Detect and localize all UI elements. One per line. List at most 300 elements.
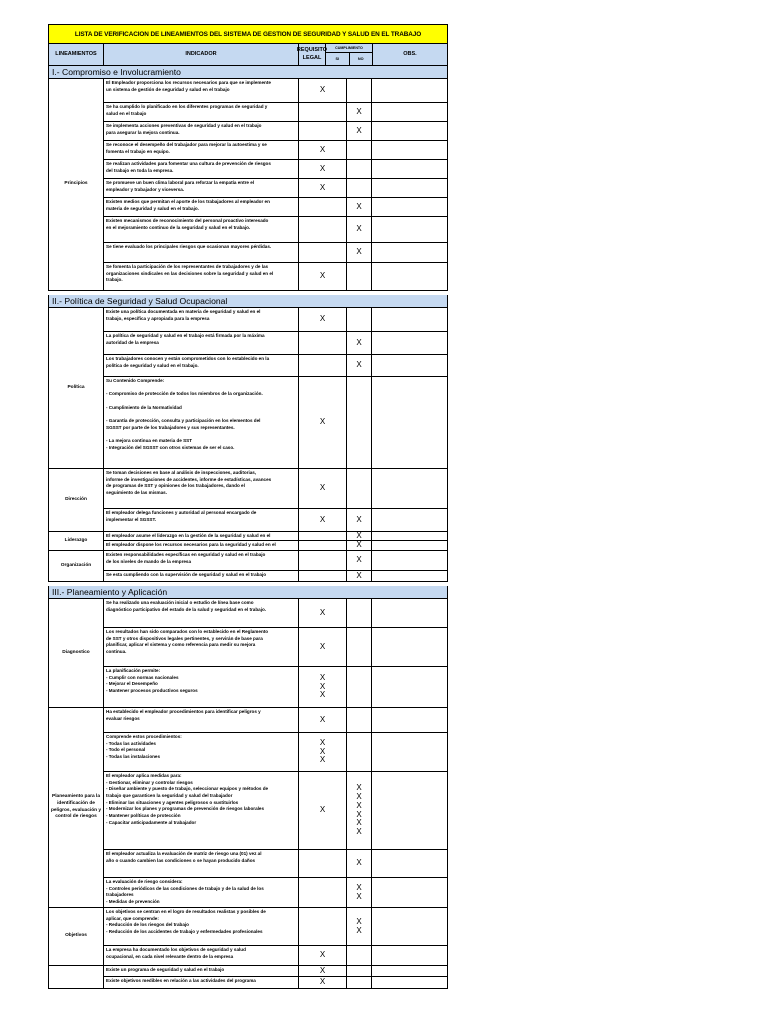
indicator-text: - Garantía de protección, consulta y participación en los elementos del bbox=[106, 417, 261, 423]
section-header: I.- Compromiso e Involucramiento bbox=[48, 66, 448, 79]
checklist-body bbox=[48, 66, 448, 989]
indicator-text: implementar el SGSST. bbox=[106, 516, 157, 522]
indicator-cell bbox=[104, 908, 299, 945]
obs-cell bbox=[372, 667, 447, 707]
indicator-text: Se toman decisiones en base al análisis de inspecciones, auditorias, bbox=[106, 470, 257, 475]
lineamiento-label: Diagnostico bbox=[49, 599, 104, 707]
indicator-cell bbox=[104, 966, 299, 976]
obs-cell bbox=[372, 908, 447, 945]
check-mark: X bbox=[319, 85, 326, 95]
indicator-text: trabajo que garanticen la seguridad y salud del trabajador bbox=[106, 792, 233, 798]
indicator-cell bbox=[104, 79, 299, 102]
indicator-rows bbox=[104, 469, 447, 531]
indicator-cell bbox=[104, 122, 299, 140]
document-title: LISTA DE VERIFICACION DE LINEAMIENTOS DEL SISTEMA DE GESTION DE SEGURIDAD Y SALUD EN EL TRABAJO bbox=[48, 24, 448, 44]
indicator-text: Se promueve un buen clima laboral para reforzar la empatía entre el bbox=[106, 180, 255, 185]
table-row bbox=[104, 532, 447, 541]
table-row bbox=[104, 509, 447, 531]
table-row bbox=[104, 772, 447, 850]
indicator-cell bbox=[104, 733, 299, 771]
indicator-rows bbox=[104, 908, 447, 965]
indicator-cell bbox=[104, 469, 299, 508]
obs-cell bbox=[372, 551, 447, 570]
cumplimiento-no-cell bbox=[347, 532, 372, 540]
requisito-legal-cell bbox=[299, 160, 347, 178]
indicator-text bbox=[106, 411, 296, 418]
cumplimiento-no-cell bbox=[347, 103, 372, 121]
lineamiento-label: Liderazgo bbox=[49, 532, 104, 550]
check-mark: X bbox=[356, 540, 362, 550]
cumplimiento-no-cell bbox=[347, 122, 372, 140]
obs-cell bbox=[372, 103, 447, 121]
indicator-cell bbox=[104, 263, 299, 290]
obs-cell bbox=[372, 977, 447, 988]
table-row bbox=[104, 628, 447, 667]
obs-cell bbox=[372, 122, 447, 140]
indicator-rows bbox=[104, 79, 447, 290]
obs-cell bbox=[372, 878, 447, 907]
cumplimiento-no-cell bbox=[347, 850, 372, 877]
requisito-legal-cell bbox=[299, 977, 347, 988]
indicator-cell bbox=[104, 599, 299, 627]
checklist-document bbox=[48, 24, 448, 989]
cumplimiento-no-cell bbox=[347, 509, 372, 531]
lineamiento-group bbox=[48, 532, 448, 551]
table-row bbox=[104, 733, 447, 772]
lineamiento-group bbox=[48, 599, 448, 708]
indicator-text: trabajo, específica y apropiada para la empresa bbox=[106, 315, 210, 321]
indicator-cell bbox=[104, 850, 299, 877]
check-mark: X bbox=[319, 182, 326, 192]
indicator-text: Los trabajadores conocen y están comprometidos con lo establecido en la bbox=[106, 356, 270, 361]
cumplimiento-no-cell bbox=[347, 878, 372, 907]
indicator-cell bbox=[104, 628, 299, 666]
check-mark: X bbox=[356, 827, 362, 837]
requisito-legal-cell bbox=[299, 850, 347, 877]
table-row bbox=[104, 571, 447, 581]
indicator-text: Ha establecido el empleador procedimientos para identificar peligros y bbox=[106, 709, 261, 714]
obs-cell bbox=[372, 850, 447, 877]
cumplimiento-no-cell bbox=[347, 772, 372, 849]
obs-cell bbox=[372, 79, 447, 102]
indicator-rows bbox=[104, 308, 447, 468]
indicator-text: - Cumplir con normas nacionales bbox=[106, 674, 179, 680]
lineamiento-label: Dirección bbox=[49, 469, 104, 531]
indicator-text bbox=[106, 385, 296, 392]
indicator-text: - Mejorar el Desempeño bbox=[106, 681, 158, 687]
indicator-cell bbox=[104, 772, 299, 849]
cumplimiento-no-cell bbox=[347, 977, 372, 988]
indicator-text: del trabajo en toda la empresa. bbox=[106, 167, 174, 173]
obs-cell bbox=[372, 179, 447, 197]
indicator-cell bbox=[104, 217, 299, 242]
obs-cell bbox=[372, 141, 447, 159]
obs-cell bbox=[372, 599, 447, 627]
indicator-text: - Integración del SGSST con otros sistemas de ser el caso. bbox=[106, 444, 235, 450]
lineamiento-group bbox=[48, 708, 448, 908]
check-mark: X bbox=[356, 125, 362, 135]
check-mark: X bbox=[319, 965, 326, 975]
indicator-text: Se fomenta la participación de los representantes de trabajadores y de las bbox=[106, 264, 269, 269]
obs-cell bbox=[372, 946, 447, 965]
table-row bbox=[104, 599, 447, 628]
check-mark: X bbox=[319, 417, 326, 427]
indicator-text: - Modernizar los planes y programas de prevención de riesgos laborales bbox=[106, 806, 265, 812]
requisito-legal-cell bbox=[299, 263, 347, 290]
cumplimiento-no-cell bbox=[347, 243, 372, 262]
indicator-text: La política de seguridad y salud en el trabajo está firmada por la máxima bbox=[106, 333, 265, 338]
cumplimiento-no-cell bbox=[347, 966, 372, 976]
table-row bbox=[104, 551, 447, 571]
indicator-text: Existen medios que permitan el aporte de los trabajadores al empleador en bbox=[106, 199, 270, 204]
cumplimiento-no-cell bbox=[347, 733, 372, 771]
indicator-text: Existen responsabilidades específicas en seguridad y salud en el trabajo bbox=[106, 552, 266, 557]
check-mark: X bbox=[356, 916, 362, 926]
header-lineamientos: LINEAMIENTOS bbox=[49, 44, 104, 65]
cumplimiento-no-cell bbox=[347, 946, 372, 965]
obs-cell bbox=[372, 160, 447, 178]
lineamiento-group bbox=[48, 79, 448, 291]
check-mark: X bbox=[319, 746, 326, 756]
indicator-text: Se ha cumplido lo planificado en los diferentes programas de seguridad y bbox=[106, 104, 268, 109]
check-mark: X bbox=[356, 337, 362, 347]
check-mark: X bbox=[356, 570, 362, 580]
indicator-text: diagnóstico participativo del estado de la salud y seguridad en el trabajo. bbox=[106, 606, 267, 612]
table-row bbox=[104, 198, 447, 217]
check-mark: X bbox=[319, 737, 326, 747]
lineamiento-label: Política bbox=[49, 308, 104, 468]
table-row bbox=[104, 541, 447, 550]
requisito-legal-cell bbox=[299, 541, 347, 550]
indicator-text: El empleador actualiza la evaluación de matriz de riesgo una (01) vez al bbox=[106, 851, 262, 856]
check-mark: X bbox=[356, 858, 362, 868]
indicator-cell bbox=[104, 332, 299, 354]
cumplimiento-no-cell bbox=[347, 179, 372, 197]
check-mark: X bbox=[356, 247, 362, 257]
check-mark: X bbox=[356, 530, 362, 540]
cumplimiento-no-cell bbox=[347, 308, 372, 331]
check-mark: X bbox=[319, 314, 326, 324]
lineamiento-label: Organización bbox=[49, 551, 104, 581]
indicator-cell bbox=[104, 377, 299, 468]
indicator-text: evaluar riesgos bbox=[106, 715, 140, 721]
indicator-text: Existe una política documentada en materia de seguridad y salud en el bbox=[106, 309, 261, 314]
indicator-text: año o cuando cambien las condiciones o se hayan producido daños bbox=[106, 857, 256, 863]
indicator-text: El empleador dispone los recursos necesarios para la seguridad y salud en el bbox=[106, 542, 276, 547]
check-mark: X bbox=[319, 805, 326, 815]
header-no: NO bbox=[357, 57, 364, 61]
table-row bbox=[104, 243, 447, 263]
indicator-text: La evaluación de riesgo considera: bbox=[106, 879, 183, 884]
table-row bbox=[104, 263, 447, 290]
requisito-legal-cell bbox=[299, 103, 347, 121]
table-row bbox=[104, 977, 447, 988]
indicator-text: seguimiento de las mismas. bbox=[106, 489, 168, 495]
cumplimiento-no-cell bbox=[347, 599, 372, 627]
check-mark: X bbox=[356, 791, 362, 801]
obs-cell bbox=[372, 217, 447, 242]
indicator-text: - Todo el personal bbox=[106, 747, 146, 753]
obs-cell bbox=[372, 377, 447, 468]
requisito-legal-cell bbox=[299, 966, 347, 976]
check-mark: X bbox=[356, 224, 362, 234]
cumplimiento-no-cell bbox=[347, 469, 372, 508]
lineamiento-label: Objetivos bbox=[49, 908, 104, 965]
table-row bbox=[104, 966, 447, 977]
indicator-text: de SST y otros dispositivos legales pertinentes, y servirán de base para bbox=[106, 635, 263, 641]
table-row bbox=[104, 946, 447, 965]
indicator-rows bbox=[104, 599, 447, 707]
check-mark: X bbox=[319, 144, 326, 154]
indicator-text: autoridad de la empresa bbox=[106, 339, 159, 345]
indicator-cell bbox=[104, 308, 299, 331]
check-mark: X bbox=[356, 818, 362, 828]
indicator-cell bbox=[104, 551, 299, 570]
table-row bbox=[104, 79, 447, 103]
table-row bbox=[104, 141, 447, 160]
check-mark: X bbox=[319, 714, 326, 724]
obs-cell bbox=[372, 733, 447, 771]
indicator-text: - Todas las actividades bbox=[106, 740, 156, 746]
obs-cell bbox=[372, 243, 447, 262]
obs-cell bbox=[372, 708, 447, 732]
indicator-text: fomenta el trabajo en equipo. bbox=[106, 148, 170, 154]
indicator-text: - Eliminar las situaciones y agentes peligrosos o sustituirlos bbox=[106, 799, 239, 805]
indicator-text: de programas de SST y opiniones de los trabajadores, dando el bbox=[106, 483, 245, 489]
requisito-legal-cell bbox=[299, 878, 347, 907]
indicator-text: - Capacitar anticipadamente al trabajador bbox=[106, 819, 197, 825]
requisito-legal-cell bbox=[299, 377, 347, 468]
indicator-text: Existe un programa de seguridad y salud en el trabajo bbox=[106, 967, 225, 972]
indicator-cell bbox=[104, 141, 299, 159]
cumplimiento-no-cell bbox=[347, 355, 372, 376]
requisito-legal-cell bbox=[299, 908, 347, 945]
requisito-legal-cell bbox=[299, 308, 347, 331]
obs-cell bbox=[372, 509, 447, 531]
check-mark: X bbox=[356, 925, 362, 935]
indicator-text: Se ha realizado una evaluación inicial o estudio de línea base como bbox=[106, 600, 254, 605]
requisito-legal-cell bbox=[299, 628, 347, 666]
lineamiento-group bbox=[48, 308, 448, 469]
indicator-text: aplicar, que comprende: bbox=[106, 915, 159, 921]
check-mark: X bbox=[356, 514, 362, 524]
lineamiento-group bbox=[48, 908, 448, 966]
check-mark: X bbox=[319, 755, 326, 765]
obs-cell bbox=[372, 628, 447, 666]
obs-cell bbox=[372, 263, 447, 290]
requisito-legal-cell bbox=[299, 469, 347, 508]
obs-cell bbox=[372, 308, 447, 331]
indicator-text: El empleador delega funciones y autoridad al personal encargado de bbox=[106, 510, 257, 515]
table-row bbox=[104, 850, 447, 878]
cumplimiento-no-cell bbox=[347, 263, 372, 290]
requisito-legal-cell bbox=[299, 198, 347, 216]
lineamiento-label: Planeamiento para la identificación de peligros, evaluación y control de riesgos bbox=[49, 708, 104, 907]
indicator-text: en el mejoramiento continuo de la seguridad y salud en el trabajo. bbox=[106, 224, 251, 230]
indicator-text: de los niveles de mando de la empresa bbox=[106, 558, 192, 564]
obs-cell bbox=[372, 532, 447, 540]
indicator-cell bbox=[104, 571, 299, 581]
table-row bbox=[104, 179, 447, 198]
indicator-cell bbox=[104, 509, 299, 531]
lineamiento-group bbox=[48, 966, 448, 989]
indicator-text: empleador y trabajador y viceversa. bbox=[106, 186, 185, 192]
obs-cell bbox=[372, 332, 447, 354]
indicator-text: informe de investigaciones de accidentes, informe de estadísticas, avances bbox=[106, 476, 272, 482]
indicator-text: SGSST por parte de los trabajadores y sus representantes. bbox=[106, 424, 235, 430]
obs-cell bbox=[372, 966, 447, 976]
requisito-legal-cell bbox=[299, 332, 347, 354]
indicator-cell bbox=[104, 977, 299, 988]
header-indicador: INDICADOR bbox=[104, 44, 299, 65]
cumplimiento-no-cell bbox=[347, 332, 372, 354]
check-mark: X bbox=[319, 681, 326, 691]
table-row bbox=[104, 469, 447, 509]
requisito-legal-cell bbox=[299, 243, 347, 262]
cumplimiento-no-cell bbox=[347, 160, 372, 178]
check-mark: X bbox=[356, 809, 362, 819]
table-row bbox=[104, 355, 447, 377]
header-si: SI bbox=[326, 53, 350, 65]
check-mark: X bbox=[356, 800, 362, 810]
check-mark: X bbox=[319, 977, 326, 987]
indicator-text: planificar, aplicar el sistema y como referencia para medir su mejora bbox=[106, 642, 256, 648]
indicator-text: - Controles periódicos de las condiciones de trabajo y de la salud de los bbox=[106, 885, 264, 891]
cumplimiento-no-cell bbox=[347, 198, 372, 216]
indicator-cell bbox=[104, 103, 299, 121]
cumplimiento-no-cell bbox=[347, 377, 372, 468]
header-cumplimiento bbox=[326, 44, 373, 65]
indicator-text: materia de seguridad y salud en el trabajo. bbox=[106, 205, 199, 211]
table-row bbox=[104, 377, 447, 468]
indicator-text: Comprende estos procedimientos: bbox=[106, 734, 182, 739]
requisito-legal-cell bbox=[299, 532, 347, 540]
indicator-text: Los objetivos se centran en el logro de resultados realistas y posibles de bbox=[106, 909, 266, 914]
cumplimiento-no-cell bbox=[347, 708, 372, 732]
check-mark: X bbox=[356, 201, 362, 211]
indicator-text: - Cumplimiento de la Normatividad bbox=[106, 404, 182, 410]
indicator-cell bbox=[104, 541, 299, 550]
check-mark: X bbox=[356, 882, 362, 892]
requisito-legal-cell bbox=[299, 551, 347, 570]
indicator-text bbox=[106, 398, 296, 405]
requisito-legal-cell bbox=[299, 122, 347, 140]
indicator-text: El empleador aplica medidas para: bbox=[106, 773, 182, 778]
obs-cell bbox=[372, 469, 447, 508]
table-row bbox=[104, 103, 447, 122]
indicator-text: Existe objetivos medibles en relación a las actividades del programa bbox=[106, 978, 256, 983]
requisito-legal-cell bbox=[299, 733, 347, 771]
cumplimiento-no-cell bbox=[347, 908, 372, 945]
requisito-legal-cell bbox=[299, 179, 347, 197]
table-row bbox=[104, 667, 447, 707]
indicator-text: ocupacional, en cada nivel relevante dentro de la empresa bbox=[106, 953, 234, 959]
check-mark: X bbox=[356, 360, 362, 370]
requisito-legal-cell bbox=[299, 141, 347, 159]
indicator-cell bbox=[104, 355, 299, 376]
check-mark: X bbox=[319, 271, 326, 281]
check-mark: X bbox=[356, 891, 362, 901]
indicator-cell bbox=[104, 878, 299, 907]
indicator-text: - Compromiso de protección de todos los miembros de la organización. bbox=[106, 391, 263, 397]
lineamiento-group bbox=[48, 469, 448, 532]
check-mark: X bbox=[319, 672, 326, 682]
cumplimiento-no-cell bbox=[347, 551, 372, 570]
requisito-legal-cell bbox=[299, 79, 347, 102]
table-row bbox=[104, 308, 447, 332]
check-mark: X bbox=[356, 555, 362, 565]
obs-cell bbox=[372, 772, 447, 849]
indicator-text: Existen mecanismos de reconocimiento del personal proactivo interesado bbox=[106, 218, 269, 223]
lineamiento-label: Principios bbox=[49, 79, 104, 290]
table-row bbox=[104, 122, 447, 141]
header-cumplimiento-label: CUMPLIMIENTO bbox=[326, 44, 372, 53]
indicator-cell bbox=[104, 160, 299, 178]
requisito-legal-cell bbox=[299, 599, 347, 627]
indicator-text: Se reconoce el desempeño del trabajador para mejorar la autoestima y se bbox=[106, 142, 267, 147]
obs-cell bbox=[372, 541, 447, 550]
indicator-text: - Todas las instalaciones bbox=[106, 753, 161, 759]
indicator-text: - Gestionar, eliminar y controlar riesgos bbox=[106, 779, 193, 785]
indicator-text: - La mejora continua en materia de SST bbox=[106, 437, 193, 443]
requisito-legal-cell bbox=[299, 217, 347, 242]
obs-cell bbox=[372, 355, 447, 376]
indicator-text: El empleador asume el liderazgo en la gestión de la seguridad y salud en el bbox=[106, 533, 271, 538]
indicator-rows bbox=[104, 532, 447, 550]
indicator-text: continua. bbox=[106, 648, 127, 654]
table-row bbox=[104, 878, 447, 907]
indicator-text: - Mantener políticas de protección bbox=[106, 812, 181, 818]
indicator-text: política de seguridad y salud en el trabajo. bbox=[106, 362, 199, 368]
indicator-cell bbox=[104, 708, 299, 732]
check-mark: X bbox=[319, 950, 326, 960]
table-row bbox=[104, 332, 447, 355]
table-row bbox=[104, 708, 447, 733]
check-mark: X bbox=[319, 483, 326, 493]
indicator-cell bbox=[104, 198, 299, 216]
cumplimiento-no-cell bbox=[347, 628, 372, 666]
indicator-text: trabajo. bbox=[106, 277, 123, 283]
lineamiento-label bbox=[49, 966, 104, 988]
lineamiento-group bbox=[48, 551, 448, 582]
check-mark: X bbox=[356, 106, 362, 116]
section-header: III.- Planeamiento y Aplicación bbox=[48, 586, 448, 599]
check-mark: X bbox=[319, 641, 326, 651]
check-mark: X bbox=[319, 163, 326, 173]
indicator-text: Los resultados han sido comparados con lo establecido en el Reglamento bbox=[106, 629, 269, 634]
table-row bbox=[104, 217, 447, 243]
indicator-text: El Empleador proporciona los recursos necesarios para que se implemente bbox=[106, 80, 271, 85]
indicator-text: Se realizan actividades para fomentar una cultura de prevención de riesgos bbox=[106, 161, 271, 166]
indicator-text: Se esta cumpliendo con la supervisión de seguridad y salud en el trabajo bbox=[106, 572, 267, 577]
obs-cell bbox=[372, 198, 447, 216]
indicator-rows bbox=[104, 708, 447, 907]
indicator-cell bbox=[104, 532, 299, 540]
cumplimiento-no-cell bbox=[347, 667, 372, 707]
cumplimiento-no-cell bbox=[347, 571, 372, 581]
indicator-cell bbox=[104, 946, 299, 965]
header-requisito-legal: REQUISITO LEGAL bbox=[299, 44, 326, 65]
indicator-text: un sistema de gestión de seguridad y salud en el trabajo bbox=[106, 86, 230, 92]
indicator-text: - Diseñar ambiente y puesto de trabajo, seleccionar equipos y métodos de bbox=[106, 786, 269, 792]
requisito-legal-cell bbox=[299, 355, 347, 376]
indicator-text: trabajadores bbox=[106, 892, 134, 898]
indicator-cell bbox=[104, 667, 299, 707]
check-mark: X bbox=[356, 783, 362, 793]
requisito-legal-cell bbox=[299, 509, 347, 531]
indicator-text: Su Contenido Comprende: bbox=[106, 378, 165, 383]
indicator-text: organizaciones sindicales en las decisiones sobre la seguridad y salud en el bbox=[106, 270, 274, 276]
